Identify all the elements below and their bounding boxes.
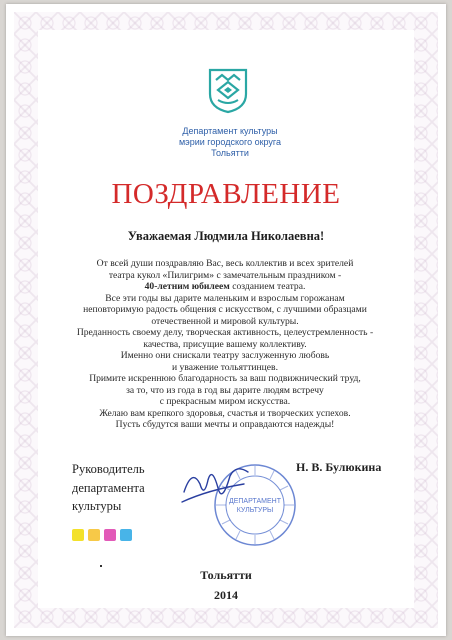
department-line-1: Департамент культуры — [182, 126, 278, 136]
page-title: ПОЗДРАВЛЕНИЕ — [111, 178, 341, 210]
department-line-2: мэрии городского округа — [178, 137, 282, 147]
footer-year: 2014 — [214, 588, 238, 602]
body-line: Пусть сбудутся ваши мечты и оправдаются надежды! — [115, 419, 335, 430]
department-header — [150, 126, 310, 159]
body-line: От всей души поздравляю Вас, весь коллектив и всех зрителей — [96, 258, 354, 269]
color-squares — [72, 528, 136, 546]
greeting: Уважаемая Людмила Николаевна! — [127, 229, 325, 243]
footer-city: Тольятти — [200, 568, 252, 582]
square-yellow — [72, 529, 84, 541]
footer — [0, 565, 452, 605]
congratulation-text — [60, 258, 390, 431]
stamp-text-2: КУЛЬТУРЫ — [236, 507, 274, 514]
body-line: и уважение тольяттинцев. — [172, 361, 278, 373]
square-magenta — [104, 529, 116, 541]
square-cyan — [120, 529, 132, 541]
body-line: неповторимую радость общения с искусством, с лучшими образцами — [83, 304, 367, 315]
body-line: театра кукол «Пилигрим» с замечательным праздником - — [108, 269, 342, 281]
body-line: с прекрасным миром искусства. — [159, 396, 291, 407]
signatory-name: Н. В. Булюкина — [296, 460, 382, 474]
square-orange — [88, 529, 100, 541]
handwritten-signature — [178, 458, 258, 518]
signatory-role — [72, 460, 145, 516]
body-line: Преданность своему делу, творческая активность, целеустремленность - — [76, 327, 374, 338]
department-line-3: Тольятти — [211, 148, 249, 158]
body-line: Примите искреннюю благодарность за ваш подвижнический труд, — [89, 373, 361, 384]
body-line: Желаю вам крепкого здоровья, счастья и творческих успехов. — [99, 407, 351, 419]
body-line: за то, что из года в год вы дарите людям встречу — [126, 384, 324, 396]
city-emblem-icon — [208, 68, 248, 114]
body-line: качества, присущие вашему коллективу. — [143, 338, 307, 350]
role-line-1: Руководитель — [72, 462, 145, 476]
role-line-3: культуры — [72, 499, 122, 513]
body-line: Все эти годы вы дарите маленьким и взрослым горожанам — [105, 292, 345, 304]
jubilee-rest: созданием театра. — [229, 281, 306, 292]
role-line-2: департамента — [72, 480, 145, 495]
body-line: отечественной и мировой культуры. — [151, 315, 299, 327]
jubilee-bold: 40-летним юбилеем — [144, 281, 230, 292]
body-line-jubilee — [60, 281, 390, 293]
stamp-text-1: ДЕПАРТАМЕНТ — [228, 498, 282, 505]
body-line: Именно они снискали театру заслуженную любовь — [120, 350, 330, 361]
